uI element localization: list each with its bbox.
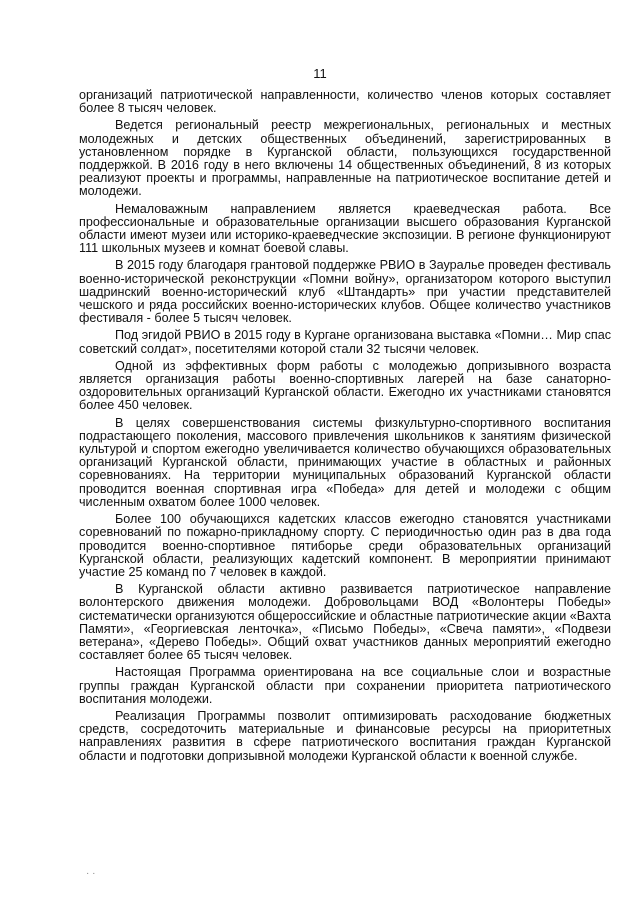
- document-body: [79, 89, 611, 767]
- page-number: 11: [313, 66, 327, 81]
- paragraph-8: Более 100 обучающихся кадетских классов ежегодно становятся участниками соревнований по пожарно-прикладному спорту. С периодичностью один раз в два года проводится военно-спортивное пятиборье среди образовательных организаций Курганской области, реализующих кадетский компонент. В мероприятии принимают участие 25 команд по 7 человек в каждой.: [79, 512, 611, 579]
- paragraph-11: Реализация Программы позволит оптимизировать расходование бюджетных средств, сосредоточить материальные и финансовые ресурсы на приоритетных направлениях развития в сфере патриотического воспитания граждан Курганской области и подготовки допризывной молодежи Курганской области к военной службе.: [79, 708, 611, 763]
- paragraph-6: Одной из эффективных форм работы с молодежью допризывного возраста является организация работы военно-спортивных лагерей на базе санаторно-оздоровительных организаций Курганской области. Ежегодно их участниками становятся более 450 человек.: [79, 358, 611, 413]
- scan-mark: · ·: [86, 868, 96, 879]
- paragraph-10: Настоящая Программа ориентирована на все социальные слои и возрастные группы граждан Курганской области при сохранении приоритета патриотического воспитания молодежи.: [79, 665, 611, 706]
- paragraph-2: Ведется региональный реестр межрегиональных, региональных и местных молодежных и детских общественных объединений, зарегистрированных в установленном порядке в Курганской области, пользующихся государственной поддержкой. В 2016 году в него включены 14 общественных объединений, 8 из которых реализуют проекты и программы, направленные на патриотическое воспитание детей и молодежи.: [79, 118, 611, 199]
- paragraph-3: Немаловажным направлением является краеведческая работа. Все профессиональные и образовательные организации высшего образования Курганской области имеют музеи или историко-краеведческие экспозиции. В регионе функционируют 111 школьных музеев и комнат боевой славы.: [79, 201, 611, 256]
- paragraph-4: В 2015 году благодаря грантовой поддержке РВИО в Зауралье проведен фестиваль военно-исторической реконструкции «Помни войну», организатором которого выступил шадринский военно-исторический клуб «Штандарть» при участии представителей чешского и ряда российских военно-исторических клубов. Общее количество участников фестиваля - более 5 тысяч человек.: [79, 258, 611, 326]
- paragraph-5: Под эгидой РВИО в 2015 году в Кургане организована выставка «Помни… Мир спас советский солдат», посетителями которой стали 32 тысячи человек.: [79, 328, 611, 356]
- paragraph-7: В целях совершенствования системы физкультурно-спортивного воспитания подрастающего поколения, массового привлечения школьников к занятиям физической культурой и спортом ежегодно увеличивается количество обучающихся образовательных организаций Курганской области, принимающих участие в областных и районных соревнованиях. На территории муниципальных образований Курганской области проводится военная спортивная игра «Победа» для детей и молодежи с общим численным охватом более 1000 человек.: [79, 415, 611, 509]
- paragraph-1: организаций патриотической направленности, количество членов которых составляет более 8 тысяч человек.: [79, 88, 611, 116]
- paragraph-9: В Курганской области активно развивается патриотическое направление волонтерского движения молодежи. Добровольцами ВОД «Волонтеры Победы» систематически организуются общероссийские и областные патриотические акции «Вахта Памяти», «Георгиевская ленточка», «Письмо Победы», «Свеча памяти», «Подвези ветерана», «Дерево Победы». Общий охват участников данных мероприятий ежегодно составляет более 65 тысяч человек.: [79, 582, 611, 663]
